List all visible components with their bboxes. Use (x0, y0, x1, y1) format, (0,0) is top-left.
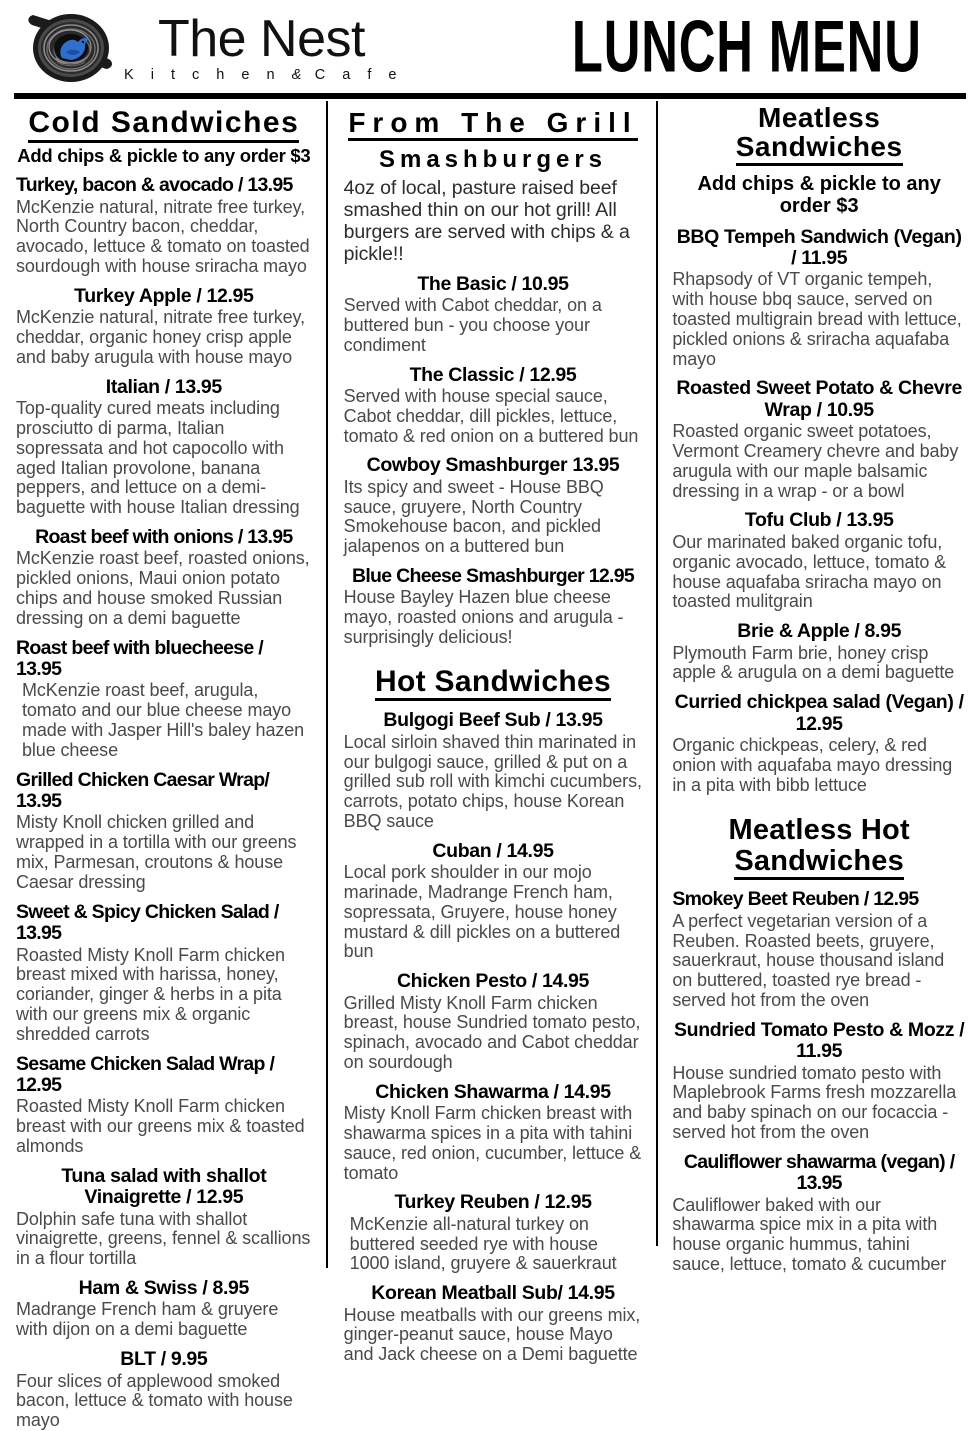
item-name: Brie & Apple / 8.95 (737, 620, 902, 643)
menu-item (672, 692, 966, 795)
section-blurb-smashburgers: 4oz of local, pasture raised beef smashed thin on our hot grill! All burgers are served with chips & a pickle!! (343, 176, 630, 265)
item-description: Plymouth Farm brie, honey crisp apple & arugula on a demi baguette (672, 642, 955, 683)
item-name: Grilled Chicken Caesar Wrap/ 13.95 (16, 768, 270, 813)
item-description: Cauliflower baked with our shawarma spice mix in a pita with house organic hummus, tahini sauce, lettuce, tomato & cucumber (672, 1194, 947, 1275)
item-name: Cuban / 14.95 (432, 839, 554, 862)
menu-item (16, 770, 312, 893)
item-description: Served with Cabot cheddar, on a buttered bun - you choose your condiment (343, 295, 602, 355)
section-heading-line2: Sandwiches (736, 132, 903, 165)
item-name: Turkey Reuben / 12.95 (394, 1191, 592, 1214)
item-name: BBQ Tempeh Sandwich (Vegan) / 11.95 (676, 225, 962, 269)
section-heading-line1: Meatless (758, 102, 881, 133)
menu-item (344, 566, 643, 648)
page-title: LUNCH MENU (572, 6, 922, 88)
item-description: McKenzie all-natural turkey on buttered seeded rye with house 1000 island, gruyere & sauerkraut (349, 1213, 617, 1274)
menu-item (344, 841, 643, 962)
item-name: Tuna salad with shallot Vinaigrette / 12.95 (61, 1164, 267, 1209)
menu-item (16, 286, 312, 368)
menu-item (344, 1283, 643, 1365)
item-description: A perfect vegetarian version of a Reuben. Roasted beets, gruyere, sauerkraut, house thousand island on buttered, toasted rye bread - served hot from the oven (672, 910, 945, 1010)
brand-tagline-left: K i t c h e n (124, 66, 282, 83)
item-name: Ham & Swiss / 8.95 (78, 1277, 250, 1300)
menu-item (16, 1166, 312, 1269)
item-name: Curried chickpea salad (Vegan) / 12.95 (674, 691, 964, 735)
item-description: Top-quality cured meats including prosciutto di parma, Italian sopressata and hot capocollo with aged Italian provolone, banana peppers, and lettuce on a demi-baguette with house Italian dressing (16, 398, 300, 518)
column-from-the-grill (328, 101, 657, 1365)
menu-columns (0, 101, 980, 1431)
item-description: Local pork shoulder in our mojo marinade, Madrange French ham, sopressata, Gruyere, house honey mustard & dill pickles on a buttered bun (343, 862, 621, 962)
item-name: Blue Cheese Smashburger 12.95 (351, 564, 635, 587)
item-description: Roasted organic sweet potatoes, Vermont Creamery chevre and baby arugula with our maple balsamic dressing in a wrap - or a bowl (672, 421, 959, 501)
item-description: House Bayley Hazen blue cheese mayo, roasted onions and arugula - surprisingly delicious! (343, 587, 624, 648)
item-name: Italian / 13.95 (105, 375, 222, 398)
brand-name: The Nest (158, 9, 365, 68)
item-description: Misty Knoll chicken grilled and wrapped in a tortilla with our greens mix, Parmesan, croutons & house Caesar dressing (16, 812, 297, 892)
item-description: Madrange French ham & gruyere with dijon on a demi baguette (16, 1299, 279, 1340)
item-description: Roasted Misty Knoll Farm chicken breast mixed with harissa, honey, coriander, ginger & herbs in a pita with our greens mix & organic shredded carrots (16, 944, 285, 1044)
section-heading-hot-sandwiches: Hot Sandwiches (344, 666, 643, 702)
menu-item (344, 365, 643, 447)
menu-item (16, 175, 312, 277)
column-meatless-sandwiches (658, 101, 980, 1275)
section-heading-meatless-sandwiches (672, 103, 966, 166)
section-heading-from-the-grill: From The Grill (344, 108, 643, 141)
item-name: Tofu Club / 13.95 (744, 509, 894, 532)
item-description: House sundried tomato pesto with Maplebrook Farms fresh mozzarella and baby spinach on our focaccia - served hot from the oven (672, 1062, 957, 1142)
item-name: Korean Meatball Sub/ 14.95 (371, 1282, 615, 1305)
column-cold-sandwiches (0, 101, 326, 1431)
item-description: Local sirloin shaved thin marinated in our bulgogi sauce, grilled & put on a grilled sub roll with kimchi cucumbers, carrots, potato chips, house Korean BBQ sauce (343, 731, 642, 831)
menu-item (344, 710, 643, 831)
header-divider-rule (14, 93, 966, 99)
item-description: Rhapsody of VT organic tempeh, with house bbq sauce, served on toasted multigrain bread with lettuce, pickled onions & sriracha aquafaba mayo (672, 269, 962, 369)
brand-wordmark (120, 9, 403, 83)
item-name: Bulgogi Beef Sub / 13.95 (383, 709, 603, 732)
section-note-cold: Add chips & pickle to any order $3 (17, 144, 311, 166)
section-subheading-smashburgers: Smashburgers (378, 146, 608, 174)
brand-logo (26, 8, 403, 88)
brand-tagline-right: C a f e (314, 66, 403, 83)
item-name: Sundried Tomato Pesto & Mozz / 11.95 (674, 1018, 965, 1063)
menu-item (672, 1152, 966, 1275)
menu-item (16, 1054, 312, 1157)
item-description: Served with house special sauce, Cabot cheddar, dill pickles, lettuce, tomato & red onion on a buttered bun (343, 385, 639, 446)
item-description: Its spicy and sweet - House BBQ sauce, gruyere, North Country Smokehouse bacon, and pickled jalapenos on a buttered bun (343, 476, 604, 557)
menu-item (672, 378, 966, 501)
item-description: Our marinated baked organic tofu, organic avocado, lettuce, tomato & house aquafaba sriracha mayo on toasted mulitgrain (672, 531, 947, 612)
item-description: McKenzie roast beef, arugula, tomato and our blue cheese mayo made with Jasper Hill's baley hazen blue cheese (22, 680, 305, 760)
item-name: Sesame Chicken Salad Wrap / 12.95 (16, 1052, 275, 1096)
item-name: Smokey Beet Reuben / 12.95 (672, 888, 919, 911)
item-description: Organic chickpeas, celery, & red onion with aquafaba mayo dressing in a pita with bibb lettuce (672, 735, 953, 795)
menu-item (344, 455, 643, 557)
section-heading-meatless-hot-sandwiches (672, 815, 966, 880)
item-name: The Classic / 12.95 (409, 363, 577, 386)
item-name: The Basic / 10.95 (417, 272, 569, 295)
item-name: Cauliflower shawarma (vegan) / 13.95 (683, 1150, 955, 1195)
menu-item (344, 1082, 643, 1184)
menu-item (16, 377, 312, 518)
page-header (0, 0, 980, 95)
menu-item (672, 621, 966, 683)
item-description: McKenzie roast beef, roasted onions, pickled onions, Maui onion potato chips and house smoked Russian dressing on a demi baguette (16, 548, 310, 628)
menu-item (16, 1349, 312, 1431)
menu-item (672, 510, 966, 612)
section-heading2-line2: Sandwiches (734, 846, 904, 880)
menu-item (344, 971, 643, 1073)
skillet-nest-bird-logo (26, 8, 118, 88)
menu-item (16, 902, 312, 1045)
section-note-meatless: Add chips & pickle to any order $3 (697, 172, 941, 218)
menu-item (16, 527, 312, 629)
item-description: McKenzie natural, nitrate free turkey, cheddar, organic honey crisp apple and baby arugula with house mayo (16, 307, 305, 367)
item-name: Turkey Apple / 12.95 (74, 284, 254, 307)
item-description: McKenzie natural, nitrate free turkey, North Country bacon, cheddar, avocado, lettuce & tomato on toasted sourdough with house sriracha mayo (16, 196, 310, 277)
item-description: Dolphin safe tuna with shallot vinaigrette, greens, fennel & scallions in a flour tortilla (16, 1208, 311, 1269)
item-name: Chicken Shawarma / 14.95 (375, 1080, 611, 1103)
item-name: Roasted Sweet Potato & Chevre Wrap / 10.95 (676, 377, 962, 421)
item-description: Misty Knoll Farm chicken breast with shawarma spices in a pita with tahini sauce, red onion, cucumber, lettuce & tomato (343, 1103, 642, 1183)
item-description: Grilled Misty Knoll Farm chicken breast, house Sundried tomato pesto, spinach, avocado and Cabot cheddar on sourdough (343, 992, 641, 1072)
item-name: Chicken Pesto / 14.95 (396, 970, 590, 993)
menu-item (672, 1020, 966, 1143)
menu-item (344, 274, 643, 356)
brand-tagline (124, 68, 403, 83)
item-description: Roasted Misty Knoll Farm chicken breast with our greens mix & toasted almonds (16, 1096, 305, 1156)
item-name: Sweet & Spicy Chicken Salad / 13.95 (16, 900, 279, 945)
brand-tagline-amp: & (291, 66, 305, 83)
menu-item (344, 1192, 643, 1274)
section-heading2-line1: Meatless Hot (728, 814, 910, 847)
item-description: Four slices of applewood smoked bacon, lettuce & tomato with house mayo (16, 1370, 293, 1431)
section-heading-cold-sandwiches: Cold Sandwiches (16, 107, 312, 143)
item-name: Cowboy Smashburger 13.95 (366, 454, 620, 477)
item-name: Roast beef with onions / 13.95 (35, 525, 293, 548)
item-name: BLT / 9.95 (120, 1348, 208, 1371)
menu-item (16, 638, 312, 761)
item-description: House meatballs with our greens mix, ginger-peanut sauce, house Mayo and Jack cheese on a Demi baguette (343, 1304, 641, 1365)
item-name: Turkey, bacon & avocado / 13.95 (16, 174, 293, 197)
menu-item (16, 1278, 312, 1340)
item-name: Roast beef with bluecheese / 13.95 (16, 636, 263, 680)
menu-item (672, 227, 966, 370)
menu-item (672, 889, 966, 1010)
